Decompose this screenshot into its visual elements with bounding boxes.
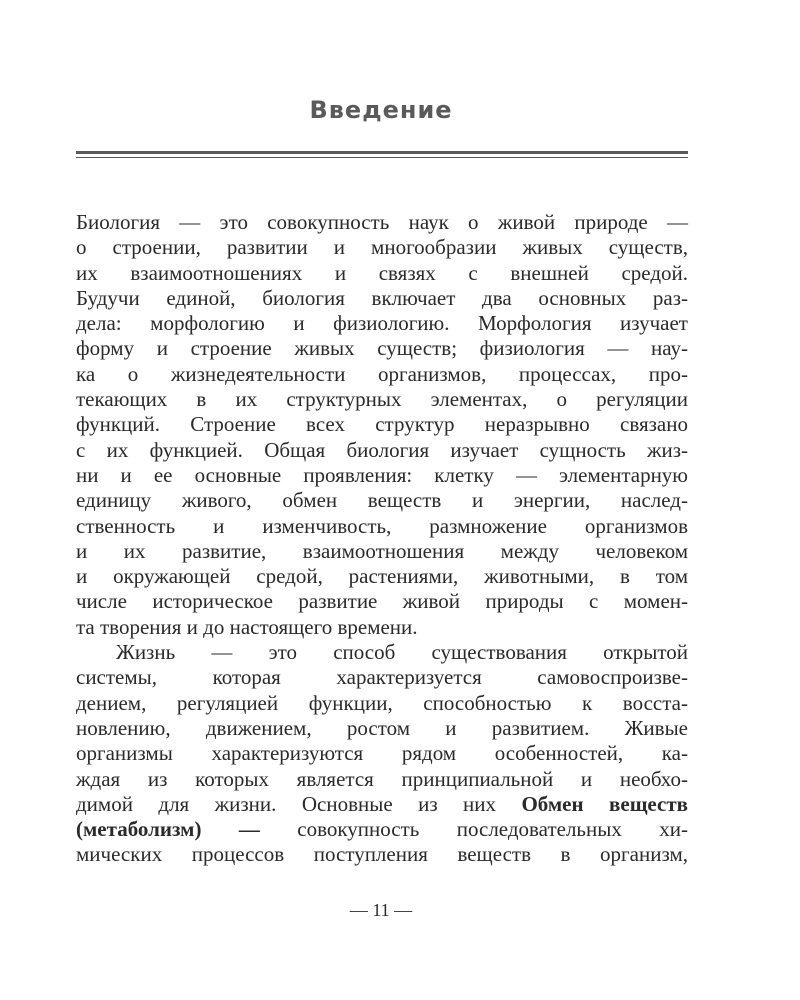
text-run: димой для жизни. Основные из них [76, 791, 522, 816]
text-line: новлению, движением, ростом и развитием. Живые [76, 715, 688, 740]
paragraph-life [76, 640, 688, 868]
text-line: мических процессов поступления веществ в организм, [76, 842, 688, 867]
text-line: системы, которая характеризуется самовоспроизве- [76, 665, 688, 690]
term-metabolism-parenthetical: (метаболизм) — [76, 817, 260, 842]
text-line: ка о жизнедеятельности организмов, процессах, про- [76, 361, 688, 386]
text-line: и их развитие, взаимоотношения между человеком [76, 538, 688, 563]
paragraph-biology [76, 210, 688, 640]
text-line [76, 792, 688, 817]
title-double-rule [76, 151, 688, 159]
text-run: совокупность последовательных хи- [259, 817, 688, 842]
text-line: текающих в их структурных элементах, о регуляции [76, 387, 688, 412]
text-line: с их функцией. Общая биология изучает сущность жиз- [76, 437, 688, 462]
text-line: ждая из которых является принципиальной и необхо- [76, 766, 688, 791]
rule-thick-line [76, 151, 688, 154]
text-line: дела: морфологию и физиологию. Морфология изучает [76, 311, 688, 336]
text-line: Жизнь — это способ существования открытой [116, 640, 688, 665]
term-metabolism: Обмен веществ [521, 791, 688, 816]
text-line: Биология — это совокупность наук о живой природе — [76, 210, 688, 234]
text-line: форму и строение живых существ; физиология — нау- [76, 336, 688, 361]
text-line: и окружающей средой, растениями, животными, в том [76, 564, 688, 589]
chapter-title: Введение [309, 96, 453, 124]
page-number: — 11 — [349, 900, 413, 920]
text-line: дением, регуляцией функции, способностью к восста- [76, 690, 688, 715]
text-line: ственность и изменчивость, размножение организмов [76, 513, 688, 538]
rule-thin-line [76, 157, 688, 158]
text-line: числе историческое развитие живой природы с момен- [76, 589, 688, 614]
text-line: ни и ее основные проявления: клетку — элементарную [76, 462, 688, 487]
text-line: единицу живого, обмен веществ и энергии, наслед- [76, 488, 688, 513]
text-line: организмы характеризуются рядом особенностей, ка- [76, 741, 688, 766]
text-line [76, 817, 688, 842]
text-line: их взаимоотношениях и связях с внешней средой. [76, 260, 688, 285]
text-line: Будучи единой, биология включает два основных раз- [76, 285, 688, 310]
text-line: функций. Строение всех структур неразрывно связано [76, 412, 688, 437]
text-line: о строении, развитии и многообразии живых существ, [76, 235, 688, 260]
body-text [76, 210, 688, 868]
text-line: та творения и до настоящего времени. [76, 614, 418, 639]
